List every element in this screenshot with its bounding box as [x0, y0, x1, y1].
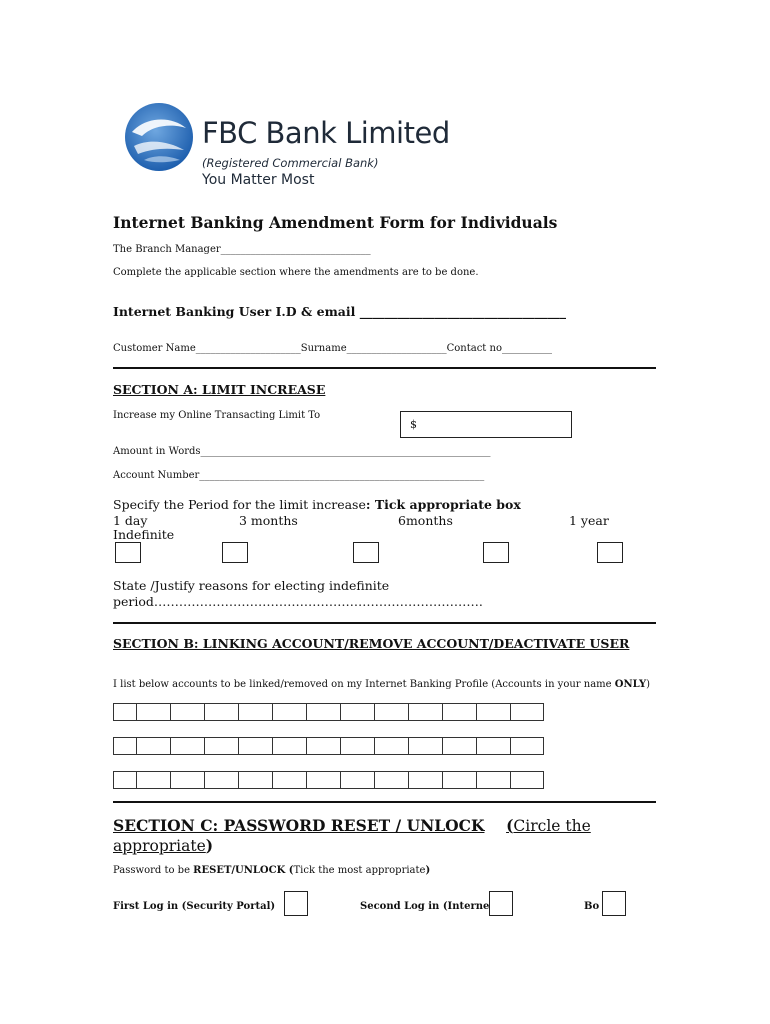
grid-cell[interactable]: [114, 738, 137, 754]
period-indefinite: Indefinite: [113, 527, 175, 542]
section-a-heading: SECTION A: LIMIT INCREASE: [113, 382, 326, 397]
instruction-text: Complete the applicable section where the amendments are to be done.: [113, 267, 479, 278]
customer-details-line[interactable]: Customer Name_____________________Surname____________________Contact no__________: [113, 343, 552, 354]
divider: [113, 622, 656, 624]
grid-cell[interactable]: [477, 772, 511, 788]
grid-cell[interactable]: [375, 738, 409, 754]
grid-cell[interactable]: [375, 704, 409, 720]
grid-cell[interactable]: [239, 772, 273, 788]
grid-cell[interactable]: [443, 704, 477, 720]
grid-cell[interactable]: [409, 738, 443, 754]
grid-cell[interactable]: [341, 772, 375, 788]
grid-cell[interactable]: [341, 738, 375, 754]
limit-amount-field[interactable]: [400, 411, 572, 438]
amount-in-words-line[interactable]: Amount in Words__________________________________________________________: [113, 446, 491, 457]
grid-cell[interactable]: [307, 738, 341, 754]
account-number-grid-row[interactable]: [113, 771, 544, 789]
period-6-months: 6months: [398, 513, 453, 528]
grid-cell[interactable]: [307, 772, 341, 788]
period-6-months-checkbox[interactable]: [353, 542, 379, 563]
user-id-email-line[interactable]: Internet Banking User I.D & email _________________________________: [113, 304, 566, 319]
grid-cell[interactable]: [205, 704, 239, 720]
period-1-day-checkbox[interactable]: [115, 542, 141, 563]
grid-cell[interactable]: [171, 772, 205, 788]
bank-logo-icon: [124, 102, 194, 172]
justify-reason-label: State /Justify reasons for electing indefinite: [113, 578, 390, 593]
divider: [113, 801, 656, 803]
bank-tagline: You Matter Most: [202, 172, 315, 188]
grid-cell[interactable]: [511, 772, 543, 788]
account-number-line[interactable]: Account Number_________________________________________________________: [113, 470, 485, 481]
account-number-grid-row[interactable]: [113, 737, 544, 755]
period-1-year: 1 year: [569, 513, 609, 528]
grid-cell[interactable]: [477, 704, 511, 720]
grid-cell[interactable]: [409, 704, 443, 720]
currency-symbol: $: [410, 418, 417, 431]
grid-cell[interactable]: [239, 738, 273, 754]
first-login-label: First Log in (Security Portal): [113, 901, 276, 912]
grid-cell[interactable]: [205, 738, 239, 754]
branch-manager-line[interactable]: The Branch Manager______________________________: [113, 244, 371, 255]
grid-cell[interactable]: [273, 738, 307, 754]
justify-reason-line[interactable]: period…………………………………………………………………….: [113, 594, 483, 609]
grid-cell[interactable]: [137, 738, 171, 754]
form-title: Internet Banking Amendment Form for Individuals: [113, 213, 558, 232]
period-indefinite-checkbox[interactable]: [597, 542, 623, 563]
limit-label: Increase my Online Transacting Limit To: [113, 410, 321, 421]
grid-cell[interactable]: [443, 772, 477, 788]
first-login-checkbox[interactable]: [284, 891, 308, 916]
both-checkbox[interactable]: [602, 891, 626, 916]
section-c-heading: SECTION C: PASSWORD RESET / UNLOCK (Circle the appropriate): [113, 816, 591, 855]
grid-cell[interactable]: [205, 772, 239, 788]
grid-cell[interactable]: [137, 704, 171, 720]
period-1-day: 1 day: [113, 513, 148, 528]
period-1-year-checkbox[interactable]: [483, 542, 509, 563]
grid-cell[interactable]: [477, 738, 511, 754]
divider: [113, 367, 656, 369]
grid-cell[interactable]: [307, 704, 341, 720]
period-3-months: 3 months: [239, 513, 298, 528]
bank-name: FBC Bank Limited: [202, 116, 450, 150]
section-b-heading: SECTION B: LINKING ACCOUNT/REMOVE ACCOUNT/DEACTIVATE USER: [113, 636, 630, 651]
both-label: Bo: [584, 901, 600, 912]
grid-cell[interactable]: [171, 738, 205, 754]
second-login-label: Second Log in (Interne: [360, 901, 490, 912]
grid-cell[interactable]: [239, 704, 273, 720]
section-b-instruction: I list below accounts to be linked/removed on my Internet Banking Profile (Accounts in your name ONLY): [113, 679, 651, 690]
period-prompt: Specify the Period for the limit increase: Tick appropriate box: [113, 497, 521, 512]
grid-cell[interactable]: [273, 704, 307, 720]
grid-cell[interactable]: [341, 704, 375, 720]
password-instruction: Password to be RESET/UNLOCK (Tick the most appropriate): [113, 865, 431, 876]
grid-cell[interactable]: [443, 738, 477, 754]
grid-cell[interactable]: [171, 704, 205, 720]
bank-subtitle: (Registered Commercial Bank): [202, 156, 379, 170]
grid-cell[interactable]: [273, 772, 307, 788]
second-login-checkbox[interactable]: [489, 891, 513, 916]
period-3-months-checkbox[interactable]: [222, 542, 248, 563]
grid-cell[interactable]: [114, 704, 137, 720]
grid-cell[interactable]: [409, 772, 443, 788]
grid-cell[interactable]: [511, 738, 543, 754]
grid-cell[interactable]: [114, 772, 137, 788]
grid-cell[interactable]: [375, 772, 409, 788]
grid-cell[interactable]: [511, 704, 543, 720]
account-number-grid-row[interactable]: [113, 703, 544, 721]
grid-cell[interactable]: [137, 772, 171, 788]
